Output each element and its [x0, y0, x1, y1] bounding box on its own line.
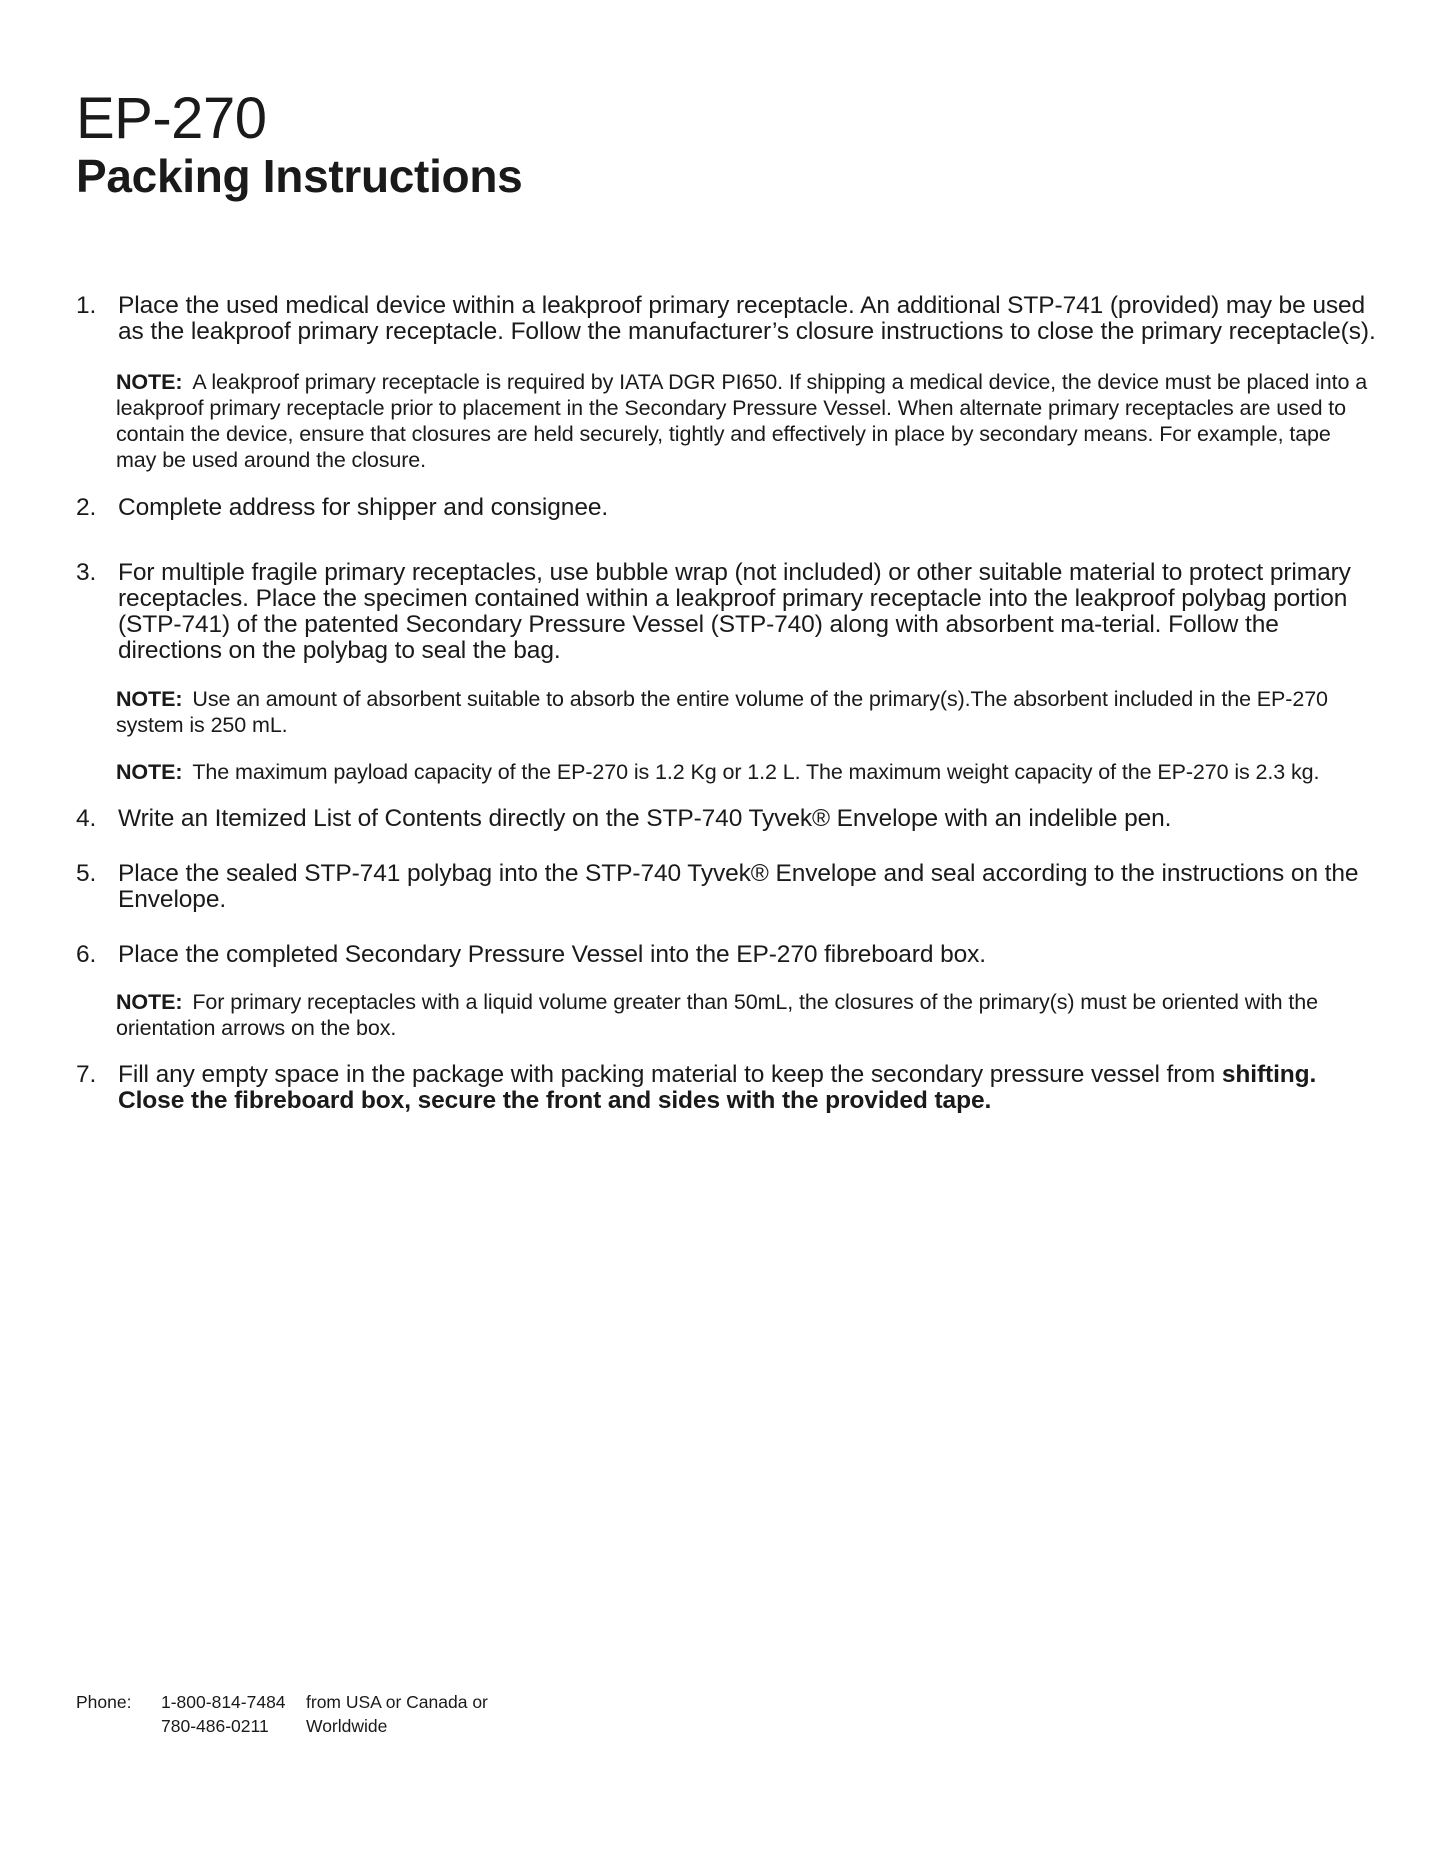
note-text: The maximum payload capacity of the EP-270 is 1.2 Kg or 1.2 L. The maximum weight capacity of the EP-270 is 2.3 kg. — [192, 760, 1320, 784]
phone-description: Worldwide — [306, 1716, 388, 1736]
note — [116, 989, 1376, 1041]
phone-description: from USA or Canada or — [306, 1692, 488, 1712]
instruction-step — [76, 495, 1376, 521]
step-number: 7. — [76, 1061, 97, 1088]
note — [116, 686, 1376, 738]
step-text: Place the used medical device within a leakproof primary receptacle. An additional STP-741 (provided) may be used as the leakproof primary receptacle. Follow the manufacturer’s closure instructions to close the primary receptacle(s). — [118, 292, 1376, 345]
step-number: 5. — [76, 860, 97, 887]
document-subtitle: Packing Instructions — [76, 150, 523, 202]
instruction-step — [76, 1062, 1376, 1114]
note-text: For primary receptacles with a liquid volume greater than 50mL, the closures of the primary(s) must be oriented with the orientation arrows on the box. — [116, 990, 1319, 1040]
phone-number: 780-486-0211 — [161, 1716, 269, 1736]
phone-number: 1-800-814-7484 — [161, 1692, 286, 1712]
phone-row — [76, 1714, 488, 1738]
step-text: Place the completed Secondary Pressure Vessel into the EP-270 fibreboard box. — [118, 941, 987, 968]
phone-row — [76, 1690, 488, 1714]
step-number: 1. — [76, 292, 97, 319]
instruction-step — [76, 806, 1376, 832]
note-label: NOTE: — [116, 990, 183, 1014]
contact-footer — [76, 1690, 488, 1738]
step-text-bold: shifting. Close the fibreboard box, secure the front and sides with the provided tape. — [118, 1061, 1317, 1114]
step-number: 3. — [76, 559, 97, 586]
note-label: NOTE: — [116, 370, 183, 394]
note — [116, 759, 1376, 785]
instruction-step — [76, 293, 1376, 345]
step-number: 6. — [76, 941, 97, 968]
step-text-regular: Fill any empty space in the package with packing material to keep the secondary pressure vessel from — [118, 1061, 1216, 1088]
step-number: 4. — [76, 805, 97, 832]
instruction-step — [76, 560, 1376, 664]
step-text: For multiple fragile primary receptacles, use bubble wrap (not included) or other suitable material to protect primary receptacles. Place the specimen contained within a leakproof primary receptacle into the leakproof polybag portion (STP-741) of the patented Secondary Pressure Vessel (STP-740) along with absorbent ma-terial. Follow the directions on the polybag to seal the bag. — [118, 559, 1351, 664]
step-text: Complete address for shipper and consignee. — [118, 494, 609, 521]
step-text: Write an Itemized List of Contents directly on the STP-740 Tyvek® Envelope with an indelible pen. — [118, 805, 1172, 832]
note-text: A leakproof primary receptacle is required by IATA DGR PI650. If shipping a medical device, the device must be placed into a leakproof primary receptacle prior to placement in the Secondary Pressure Vessel. When alternate primary receptacles are used to contain the device, ensure that closures are held securely, tightly and effectively in place by secondary means. For example, tape may be used around the closure. — [116, 370, 1368, 472]
note-text: Use an amount of absorbent suitable to absorb the entire volume of the primary(s).The absorbent included in the EP-270 system is 250 mL. — [116, 687, 1328, 737]
step-text: Place the sealed STP-741 polybag into the STP-740 Tyvek® Envelope and seal according to the instructions on the Envelope. — [118, 860, 1359, 913]
note — [116, 369, 1376, 473]
instruction-step — [76, 942, 1376, 968]
instruction-list — [76, 293, 1376, 1114]
note-label: NOTE: — [116, 760, 183, 784]
step-text — [118, 1062, 1376, 1114]
instruction-step — [76, 861, 1376, 913]
step-number: 2. — [76, 494, 97, 521]
phone-label: Phone: — [76, 1692, 132, 1712]
note-label: NOTE: — [116, 687, 183, 711]
document-title: EP-270 — [76, 86, 267, 151]
